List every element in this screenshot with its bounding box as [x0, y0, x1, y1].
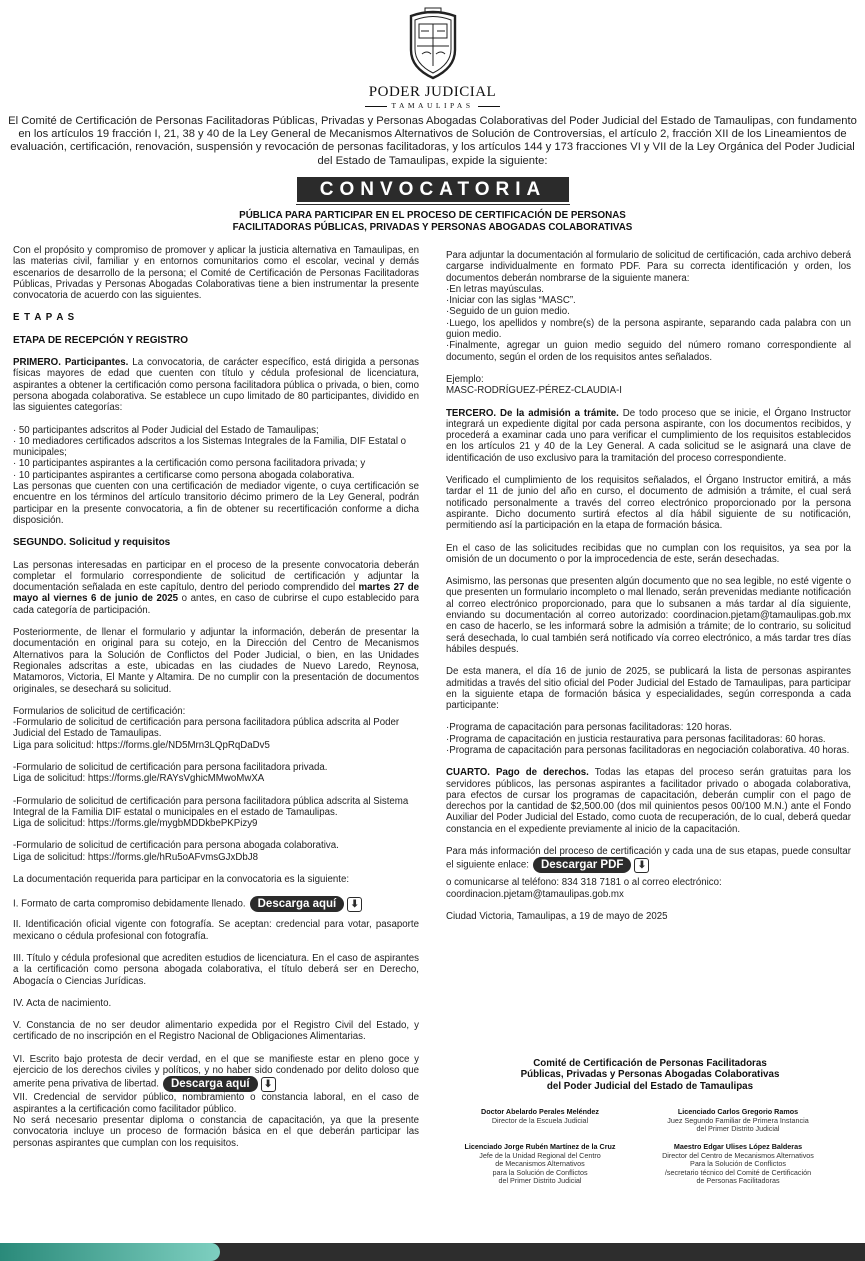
fecha-line: Ciudad Victoria, Tamaulipas, a 19 de mayo de 2025: [446, 910, 668, 922]
segundo-text-b: o antes, en caso de cubrirse el cupo establecido para cada categoría de participación.: [13, 593, 420, 616]
etapa-heading: ETAPA DE RECEPCIÓN Y REGISTRO: [13, 334, 189, 346]
signer-role: Jefe de la Unidad Regional del Centro: [479, 1150, 601, 1160]
committee-line-2: Públicas, Privadas y Personas Abogadas Colaborativas: [520, 1069, 780, 1081]
right-column: [446, 250, 851, 922]
info-paragraph: [446, 846, 851, 873]
category-3: · 10 participantes aspirantes a la certificación como persona facilitadora privada; y: [13, 458, 366, 470]
info-text: Para más información del proceso de certificación y cada una de sus etapas, puede consultar el siguiente enlace:: [446, 846, 851, 871]
signature-block-3: [440, 1143, 640, 1186]
download-icon[interactable]: ⬇: [634, 858, 649, 873]
desechadas-paragraph: En el caso de las solicitudes recibidas que no cumplan con los requisitos, ya sea por la omisión de un documento o por la improcedencia de este, serán desechadas.: [446, 542, 851, 565]
brand-subtitle: TAMAULIPAS: [0, 101, 865, 110]
forms-title: Formularios de solicitud de certificación:: [13, 705, 186, 717]
signer-role: de Personas Facilitadoras: [696, 1176, 780, 1186]
signer-role: del Primer Distrito Judicial: [498, 1176, 582, 1186]
download-pdf-button[interactable]: Descargar PDF: [533, 857, 631, 873]
committee-name: [450, 1058, 850, 1092]
intro-paragraph: El Comité de Certificación de Personas Facilitadoras Públicas, Privadas y Personas Abogadas Colaborativas del Poder Judicial del Estado de Tamaulipas, con fundamento en los artículos 19 fracción I, 21, 38 y 40 de la Ley General de Mecanismos Alternativos de Solución de Controversias, el artículo 2, fracción XII de los Lineamientos de evaluación, certificación, renovación, suspensión y revocación de personas facilitadoras, y los artículos 144 y 173 fracciones VI y VII de la Ley Orgánica del Poder Judicial del Estado de Tamaulipas, expide la siguiente:: [8, 115, 857, 167]
email-link[interactable]: coordinacion.pjetam@tamaulipas.gob.mx: [446, 888, 624, 900]
naming-rule-3: ·Seguido de un guion medio.: [446, 306, 570, 318]
form-3-link[interactable]: Liga de solicitud: https://forms.gle/mygbMDDkbePKPizy9: [13, 818, 258, 830]
doc-1: I. Formato de carta compromiso debidamente llenado.: [13, 898, 246, 910]
form-1: -Formulario de solicitud de certificación para persona facilitadora pública adscrita al Poder Judicial del Estado de Tamaulipas.: [13, 717, 400, 740]
naming-rule-5: ·Finalmente, agregar un guion medio seguido del número romano correspondiente al documento, según el orden de los requisitos antes señalados.: [446, 340, 851, 363]
subtitle-line-2: FACILITADORAS PÚBLICAS, PRIVADAS Y PERSONAS ABOGADAS COLABORATIVAS: [232, 221, 633, 233]
telefono-line: o comunicarse al teléfono: 834 318 7181 o al correo electrónico:: [446, 877, 722, 889]
form-2: -Formulario de solicitud de certificación para persona facilitadora privada.: [13, 761, 328, 773]
signature-block-1: [440, 1108, 640, 1125]
convocatoria-subtitle: [160, 210, 705, 233]
segundo-heading: SEGUNDO. Solicitud y requisitos: [13, 537, 171, 549]
form-3: -Formulario de solicitud de certificación para persona facilitadora pública adscrita al Sistema Integral de la Familia DIF estatal o municipales en el estado de Tamaulipas.: [13, 795, 409, 818]
program-3: ·Programa de capacitación para personas facilitadoras en negociación colaborativa. 40 horas.: [446, 744, 850, 756]
doc-1-row: [13, 896, 419, 912]
naming-rule-1: ·En letras mayúsculas.: [446, 283, 544, 295]
signer-name: Doctor Abelardo Perales Meléndez: [481, 1107, 599, 1116]
program-1: ·Programa de capacitación para personas facilitadoras: 120 horas.: [446, 722, 732, 734]
primero-label: PRIMERO. Participantes.: [13, 357, 129, 369]
category-4: · 10 participantes aspirantes a certificarse como persona abogada colaborativa.: [13, 469, 355, 481]
signer-role: para la Solución de Conflictos: [492, 1167, 588, 1177]
doc-note: No será necesario presentar diploma o constancia de capacitación, ya que la presente convocatoria incluye un proceso de formación básica en el que deberán participar las personas aspirantes que cumplan con los requisitos.: [13, 1114, 419, 1149]
signer-role: /secretario técnico del Comité de Certificación: [664, 1167, 812, 1177]
tercero-paragraph: [446, 408, 851, 464]
segundo-paragraph-2: Posteriormente, de llenar el formulario y adjuntar la información, deberán de presentar la documentación en original para su cotejo, en la Dirección del Centro de Mecanismos Alternativos para la Solución de Conflictos del Poder Judicial, o bien, en las Unidades Regionales adscritas a este, ubicadas en las ciudades de Nuevo Laredo, Reynosa, Matamoros, Victoria, El Mante y Altamira. De no cumplir con la presentación de documentos originales, se desechará su solicitud.: [13, 627, 419, 695]
signer-role: de Mecanismos Alternativos: [495, 1159, 585, 1169]
doc-4: IV. Acta de nacimiento.: [13, 997, 112, 1009]
ejemplo-value: MASC-RODRÍGUEZ-PÉREZ-CLAUDIA-I: [446, 385, 622, 397]
doc-6: [13, 1054, 419, 1093]
verificado-paragraph: Verificado el cumplimiento de los requisitos señalados, el Órgano Instructor emitirá, a más tardar el 11 de junio del año en curso, el documento de admisión a trámite, el cual será notificado personalmente a través del correo electrónico proporcionado por la persona aspirante. Dicho documento surtirá efectos al día hábil siguiente de su notificación, permitiendo así la participación en la etapa de formación básica.: [446, 475, 851, 532]
committee-line-3: del Poder Judicial del Estado de Tamaulipas: [546, 1080, 754, 1092]
download-button-2[interactable]: Descarga aquí: [163, 1076, 258, 1092]
form-2-link[interactable]: Liga de solicitud: https://forms.gle/RAYsVghicMMwoMwXA: [13, 773, 265, 785]
docs-intro: La documentación requerida para participar en la convocatoria es la siguiente:: [13, 874, 350, 886]
cuarto-paragraph: [446, 767, 851, 835]
tercero-label: TERCERO. De la admisión a trámite.: [446, 407, 619, 419]
signer-role: Para la Solución de Conflictos: [690, 1159, 786, 1169]
signer-role: Director del Centro de Mecanismos Alternativos: [662, 1150, 814, 1160]
committee-line-1: Comité de Certificación de Personas Facilitadoras: [533, 1058, 767, 1069]
tercero-text: De todo proceso que se inicie, el Órgano Instructor integrará un expediente digital por cada persona aspirante, con los documentos recibidos, y procederá a examinar cada uno para verificar el cumplimiento de los requisitos establecidos en los artículos 21 y 40 de la Ley General. A cada solicitud se le asignará una clave de identificación de uso exclusivo para la tramitación del proceso correspondiente.: [446, 407, 851, 464]
category-2: · 10 mediadores certificados adscritos a los Sistemas Integrales de la Familia, DIF Estatal o municipales;: [13, 435, 407, 459]
signature-block-2: [638, 1108, 838, 1134]
doc-7: VII. Credencial de servidor público, nombramiento o constancia laboral, en el caso de aspirantes a la certificación como facilitador público.: [13, 1092, 419, 1115]
etapas-heading: E T A P A S: [13, 312, 76, 324]
download-icon[interactable]: ⬇: [347, 897, 362, 912]
doc-6-text: VI. Escrito bajo protesta de decir verdad, en el que se manifieste estar en pleno goce y ejercicio de los derechos civiles y políticos, y no haber sido condenado por delito doloso que amerite pena privativa de libertad.: [13, 1053, 419, 1090]
form-1-link[interactable]: Liga para solicitud: https://forms.gle/ND5Mrn3LQpRqDaDv5: [13, 739, 270, 751]
ejemplo-label: Ejemplo:: [446, 373, 484, 385]
segundo-paragraph-1: [13, 560, 419, 616]
naming-rule-4: ·Luego, los apellidos y nombre(s) de la persona aspirante, separando cada palabra con un guion medio.: [446, 317, 851, 341]
lista-paragraph: De esta manera, el día 16 de junio de 2025, se publicará la lista de personas aspirantes admitidas a través del sitio oficial del Poder Judicial del Estado de Tamaulipas, para participar en la siguiente etapa de formación básica y especialidades, según corresponda a cada participante:: [446, 666, 851, 712]
primero-paragraph: [13, 357, 419, 413]
signer-role: Director de la Escuela Judicial: [491, 1115, 589, 1125]
segundo-text-a: Las personas interesadas en participar en el proceso de la presente convocatoria deberán completar el formulario correspondiente de solicitud de certificación y adjuntar la documentación señalada en este capítulo, dentro del periodo comprendido del: [13, 559, 419, 594]
download-button-1[interactable]: Descarga aquí: [250, 896, 345, 912]
signer-role: Juez Segundo Familiar de Primera Instancia: [667, 1115, 809, 1125]
signer-name: Maestro Edgar Ulises López Balderas: [673, 1142, 803, 1151]
primero-text: La convocatoria, de carácter específico, está dirigida a personas físicas mayores de edad que cuenten con título y cédula profesional de licenciatura, aspirantes a obtener la certificación como persona facilitadora pública o privada, o bien, como persona abogada colaborativa. Se establece un cupo limitado de 80 participantes, dividido en las siguientes categorías:: [13, 357, 419, 414]
left-column: [13, 245, 419, 1149]
form-4-link[interactable]: Liga de solicitud: https://forms.gle/hRu5oAFvmsGJxDbJ8: [13, 851, 258, 863]
cuarto-label: CUARTO. Pago de derechos.: [446, 767, 589, 779]
cuarto-text: Todas las etapas del proceso serán gratuitas para los servidores públicos, las personas aspirantes a facilitador privado o abogada colaborativa, para efectos de cursar los programas de capacitación, deberán cumplir con el pago de derechos por la cantidad de $2,500.00 (dos mil quinientos pesos 00/100 M.N.) ante el Fondo Auxiliar del Poder Judicial del Estado, como cuota de recuperación, de lo cual, deberá quedar constancia en el expediente previamente al inicio de la capacitación.: [446, 767, 851, 835]
naming-rule-2: ·Iniciar con las siglas “MASC”.: [446, 295, 576, 307]
doc-5: V. Constancia de no ser deudor alimentario expedida por el Registro Civil del Estado, y certificado de no inscripción en el Registro Nacional de Obligaciones Alimentarias.: [13, 1020, 419, 1043]
doc-3: III. Título y cédula profesional que acrediten estudios de licenciatura. En el caso de aspirantes a la certificación como persona abogada colaborativa, el título deberá ser en Derecho, Abogacía o Ciencias Jurídicas.: [13, 952, 419, 987]
asimismo-paragraph: Asimismo, las personas que presenten algún documento que no sea legible, no esté vigente o que presenten un formulario incompleto o mal llenado, serán prevenidas mediante notificación al correo electrónico proporcionado, para que lo subsanen a más tardar al día siguiente, enviando su documentación al correo autorizado: coordinacion.pjetam@tamaulipas.gob.mx en caso de hacerlo, se les informará sobre la admisión a trámite; de lo contrario, su solicitud será desechada, lo cual también será notificado vía correo electrónico, a más tardar tres días hábiles después.: [446, 576, 851, 655]
adjuntar-paragraph: Para adjuntar la documentación al formulario de solicitud de certificación, cada archivo deberá cargarse individualmente en formato PDF. Para su correcta identificación y orden, los documentos deberán nombrarse de la siguiente manera:: [446, 250, 851, 284]
form-4: -Formulario de solicitud de certificación para persona abogada colaborativa.: [13, 840, 339, 852]
doc-2: II. Identificación oficial vigente con fotografía. Se aceptan: credencial para votar, pasaporte mexicano o cédula profesional con fotografía.: [13, 919, 419, 942]
download-icon[interactable]: ⬇: [261, 1077, 276, 1092]
intro-purpose: Con el propósito y compromiso de promover y aplicar la justicia alternativa en Tamaulipas, en las materias civil, familiar y en entornos comunitarios como el escolar, vecinal y demás escenarios de desarrollo de la persona; el Comité de Certificación de Personas Facilitadoras Públicas, Privadas y Personas Abogadas Colaborativas tiene a bien instrumentar la presente convocatoria de acuerdo con las siguientes.: [13, 245, 419, 302]
signer-name: Licenciado Jorge Rubén Martínez de la Cruz: [464, 1142, 616, 1151]
program-2: ·Programa de capacitación en justicia restaurativa para personas facilitadoras: 60 horas.: [446, 733, 826, 745]
segundo-dates: martes 27 de mayo al viernes 6 de junio de 2025: [13, 582, 419, 605]
brand-title: PODER JUDICIAL: [368, 84, 497, 100]
category-1: · 50 participantes adscritos al Poder Judicial del Estado de Tamaulipas;: [13, 424, 319, 436]
banner-underline: [296, 204, 570, 205]
coat-of-arms-seal: [405, 6, 461, 82]
signer-role: del Primer Distrito Judicial: [696, 1124, 780, 1134]
signature-block-4: [638, 1143, 838, 1186]
mediador-paragraph: Las personas que cuenten con una certificación de mediador vigente, o cuya certificación se encuentre en los términos del artículo transitorio décimo primero de la Ley General, podrán participar en la presente convocatoria, a fin de obtener su recertificación conforme a dicha disposición.: [13, 481, 419, 526]
signer-name: Licenciado Carlos Gregorio Ramos: [677, 1107, 799, 1116]
footer-accent: [0, 1243, 220, 1261]
subtitle-line-1: PÚBLICA PARA PARTICIPAR EN EL PROCESO DE CERTIFICACIÓN DE PERSONAS: [239, 210, 626, 221]
convocatoria-banner: CONVOCATORIA: [297, 177, 569, 202]
